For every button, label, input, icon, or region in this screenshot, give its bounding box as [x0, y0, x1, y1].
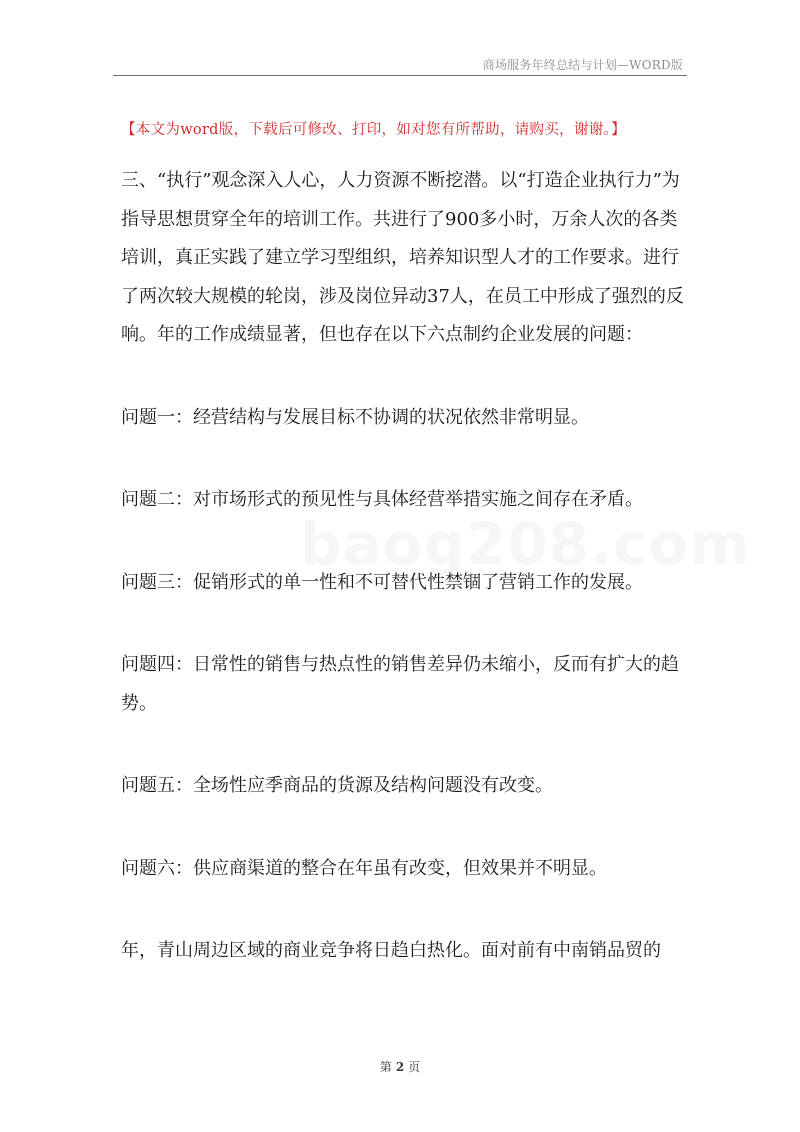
paragraph-problem-3: 问题三：促销形式的单一性和不可替代性禁锢了营销工作的发展。: [121, 571, 643, 593]
header-title: 商场服务年终总结与计划—WORD版: [482, 58, 683, 72]
page-footer: [0, 1058, 800, 1075]
download-notice: 【本文为word版，下载后可修改、打印，如对您有所帮助，请购买，谢谢。】: [121, 122, 626, 138]
paragraph-competition: 年，青山周边区域的商业竞争将日趋白热化。面对前有中南销品贸的: [121, 940, 661, 961]
footer-prefix: 第: [379, 1060, 392, 1074]
paragraph-spacer: [121, 806, 687, 850]
paragraph-execution: 三、“执行”观念深入人心，人力资源不断挖潜。以“打造企业执行力”为指导思想贯穿全年的培训工作。共进行了900多小时，万余人次的各类培训，真正实践了建立学习型组织，培养知识型人才的工作要求。进行了两次较大规模的轮岗，涉及岗位异动37人，在员工中形成了强烈的反响。年的工作成绩显著，但也存在以下六点制约企业发展的问题：: [121, 170, 684, 345]
paragraph-problem-1: 问题一：经营结构与发展目标不协调的状况依然非常明显。: [121, 406, 589, 428]
paragraph-problem-6: 问题六：供应商渠道的整合在年虽有改变，但效果并不明显。: [121, 857, 607, 879]
paragraph-problem-5: 问题五：全场性应季商品的货源及结构问题没有改变。: [121, 775, 553, 796]
paragraph-problem-2: 问题二：对市场形式的预见性与具体经营举措实施之间存在矛盾。: [121, 489, 643, 510]
paragraph-spacer: [121, 355, 687, 399]
header-divider: [113, 75, 687, 76]
paragraph-spacer: [121, 437, 687, 481]
paragraph-spacer: [121, 723, 687, 767]
page-number: 2: [395, 1060, 405, 1074]
footer-suffix: 页: [408, 1060, 421, 1074]
paragraph-spacer: [121, 888, 687, 932]
watermark-logo: baog208.com: [300, 510, 751, 578]
paragraph-spacer: [121, 520, 687, 564]
paragraph-spacer: [121, 602, 687, 646]
document-body: [121, 162, 687, 971]
paragraph-problem-4: 问题四：日常性的销售与热点性的销售差异仍未缩小，反而有扩大的趋势。: [121, 654, 679, 714]
